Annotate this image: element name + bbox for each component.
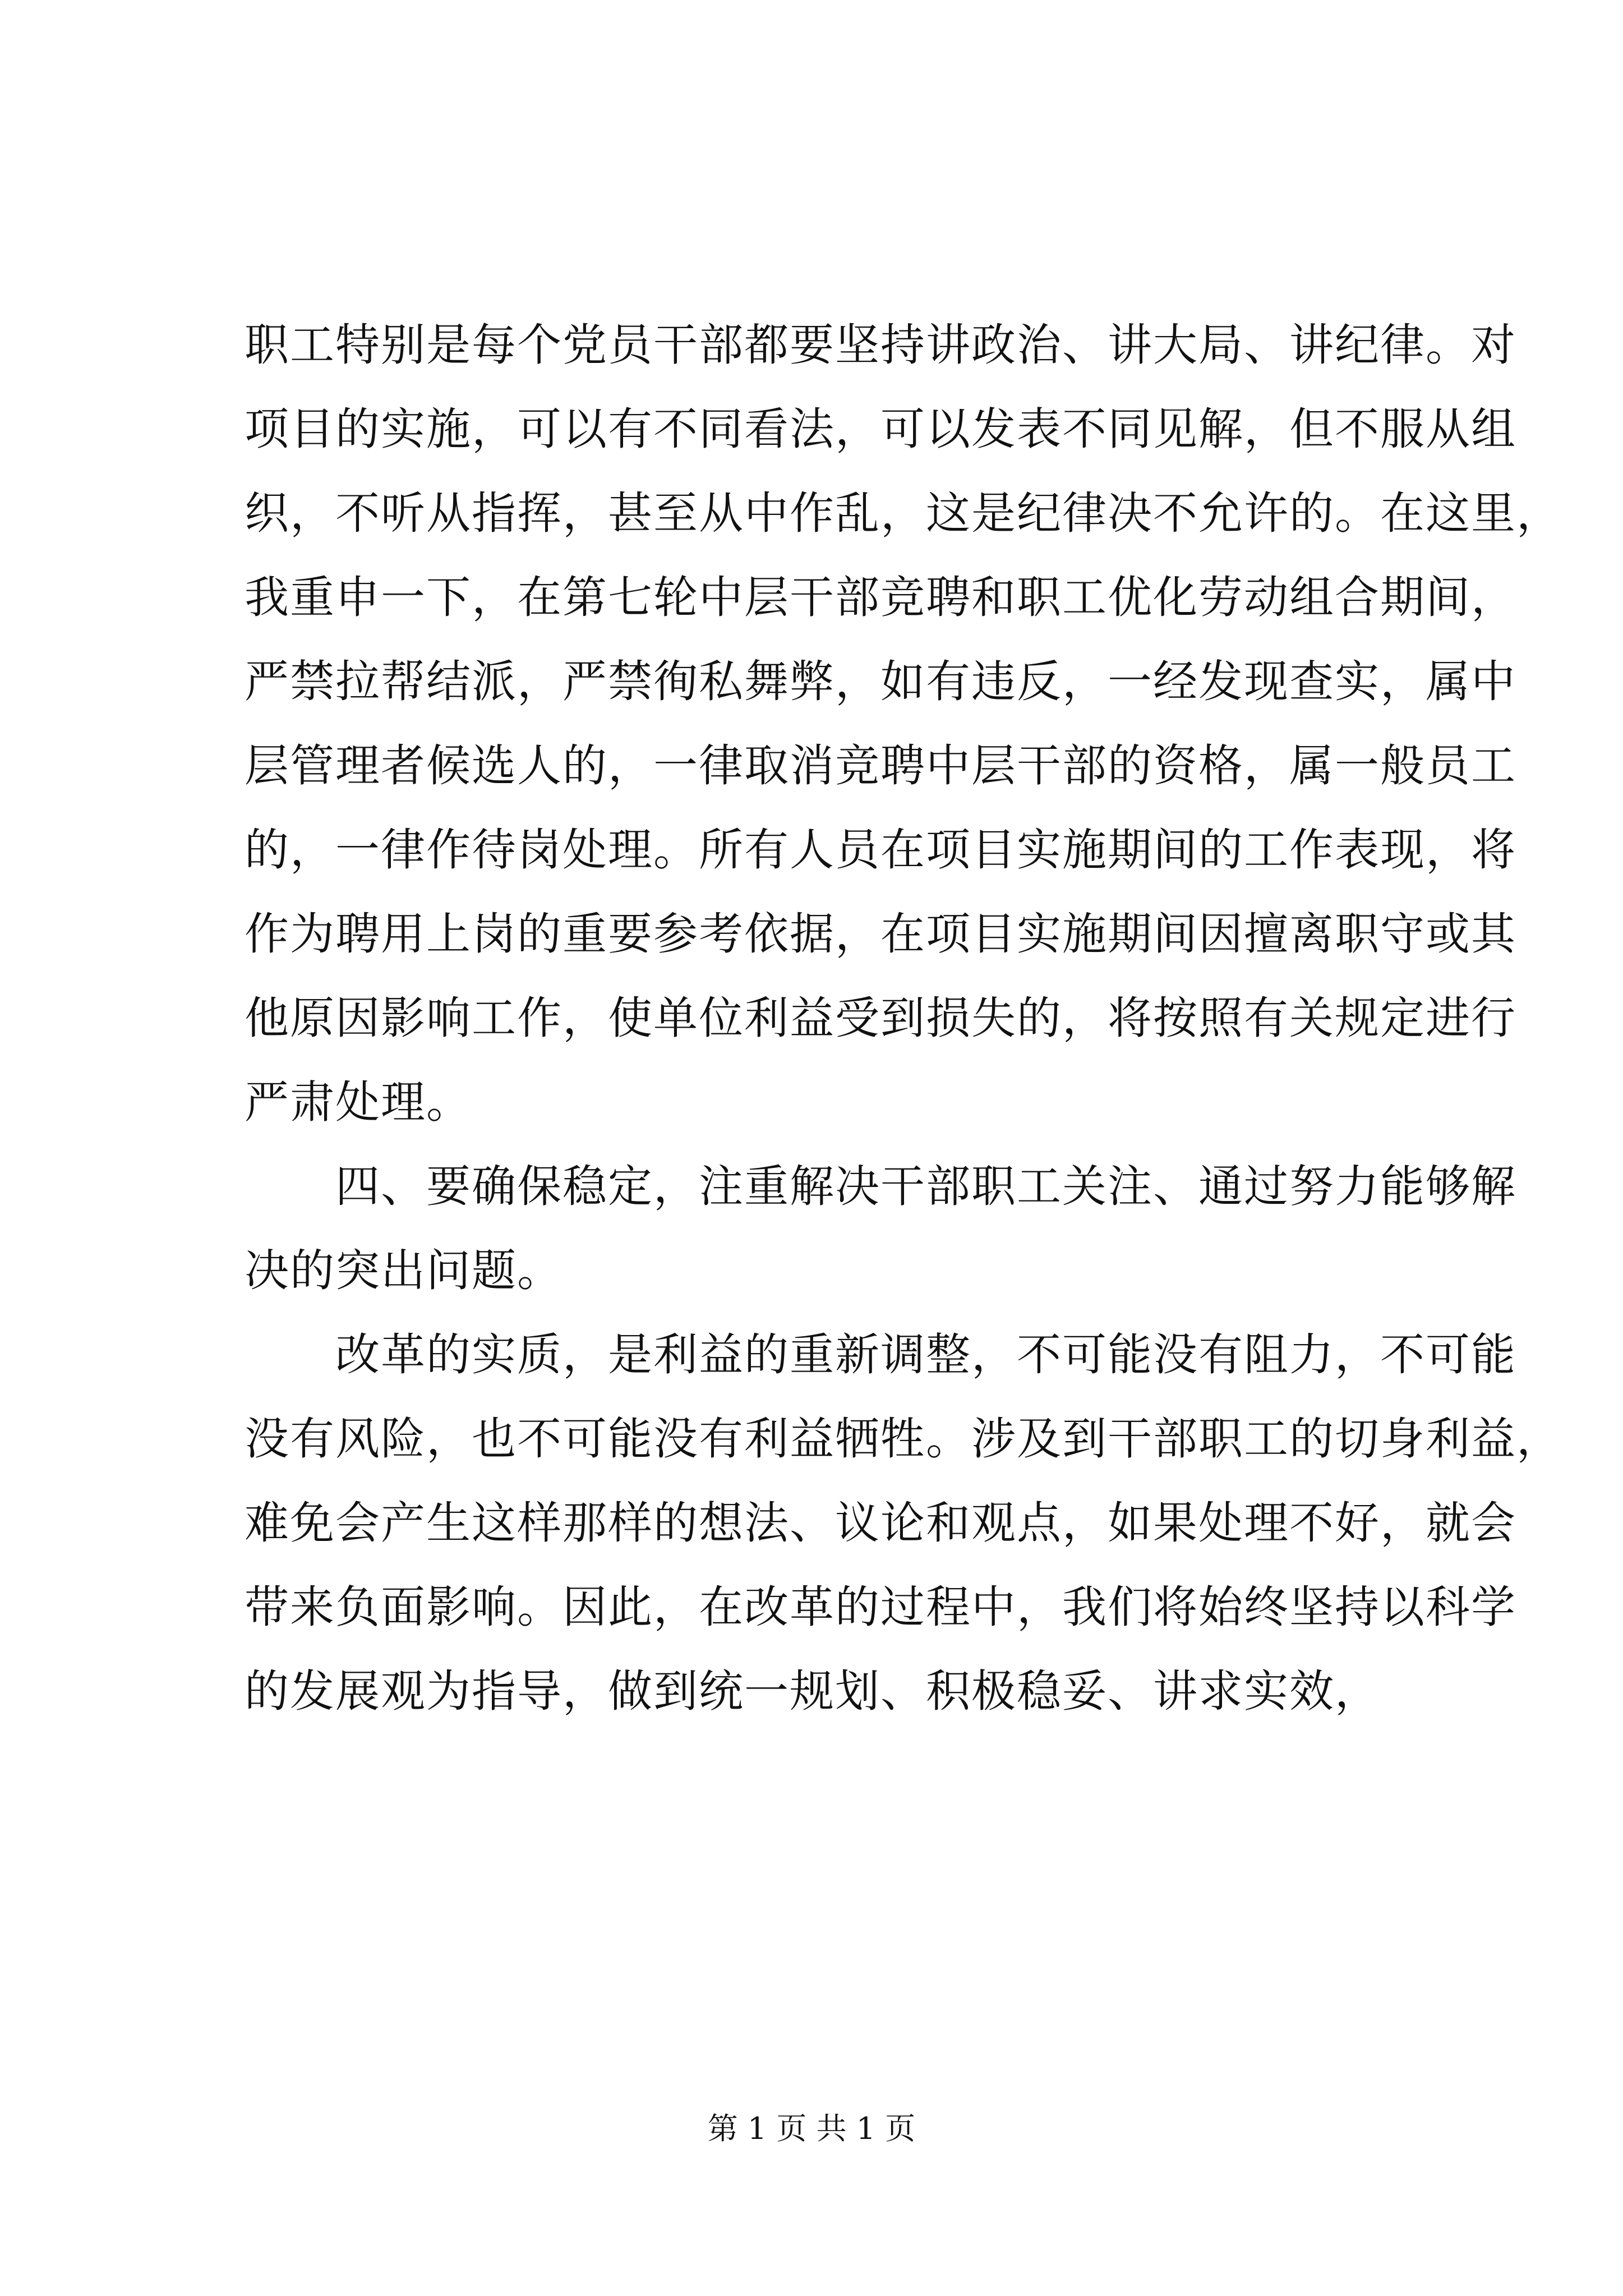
text-line: 没有风险，也不可能没有利益牺牲。涉及到干部职工的切身利益， [245,1413,1562,1465]
text-line: 织，不听从指挥，甚至从中作乱，这是纪律决不允许的。在这里， [245,487,1562,539]
text-line: 的，一律作待岗处理。所有人员在项目实施期间的工作表现，将 [245,824,1516,876]
document-body [245,303,1562,1733]
paragraph-reform [245,1313,1562,1733]
text-line: 带来负面影响。因此，在改革的过程中，我们将始终坚持以科学 [245,1581,1516,1633]
text-line: 难免会产生这样那样的想法、议论和观点，如果处理不好，就会 [245,1497,1516,1549]
paragraph-section-heading [245,1144,1516,1313]
text-line: 改革的实质，是利益的重新调整，不可能没有阻力，不可能 [245,1329,1516,1381]
paragraph-discipline [245,303,1562,1144]
text-line: 四、要确保稳定，注重解决干部职工关注、通过努力能够解 [245,1161,1516,1212]
text-line: 层管理者候选人的，一律取消竞聘中层干部的资格，属一般员工 [245,740,1516,792]
text-line: 项目的实施，可以有不同看法，可以发表不同见解，但不服从组 [245,403,1516,455]
text-line: 作为聘用上岗的重要参考依据，在项目实施期间因擅离职守或其 [245,908,1516,960]
text-line: 严禁拉帮结派，严禁徇私舞弊，如有违反，一经发现查实，属中 [245,656,1516,707]
text-line: 决的突出问题。 [245,1245,562,1296]
page-number-footer: 第 1 页 共 1 页 [707,2111,916,2146]
text-line: 的发展观为指导，做到统一规划、积极稳妥、讲求实效， [245,1665,1380,1717]
text-line: 我重申一下，在第七轮中层干部竞聘和职工优化劳动组合期间， [245,572,1516,623]
text-line: 职工特别是每个党员干部都要坚持讲政治、讲大局、讲纪律。对 [245,319,1516,371]
text-line: 严肃处理。 [245,1076,472,1128]
text-line: 他原因影响工作，使单位利益受到损失的，将按照有关规定进行 [245,992,1516,1044]
